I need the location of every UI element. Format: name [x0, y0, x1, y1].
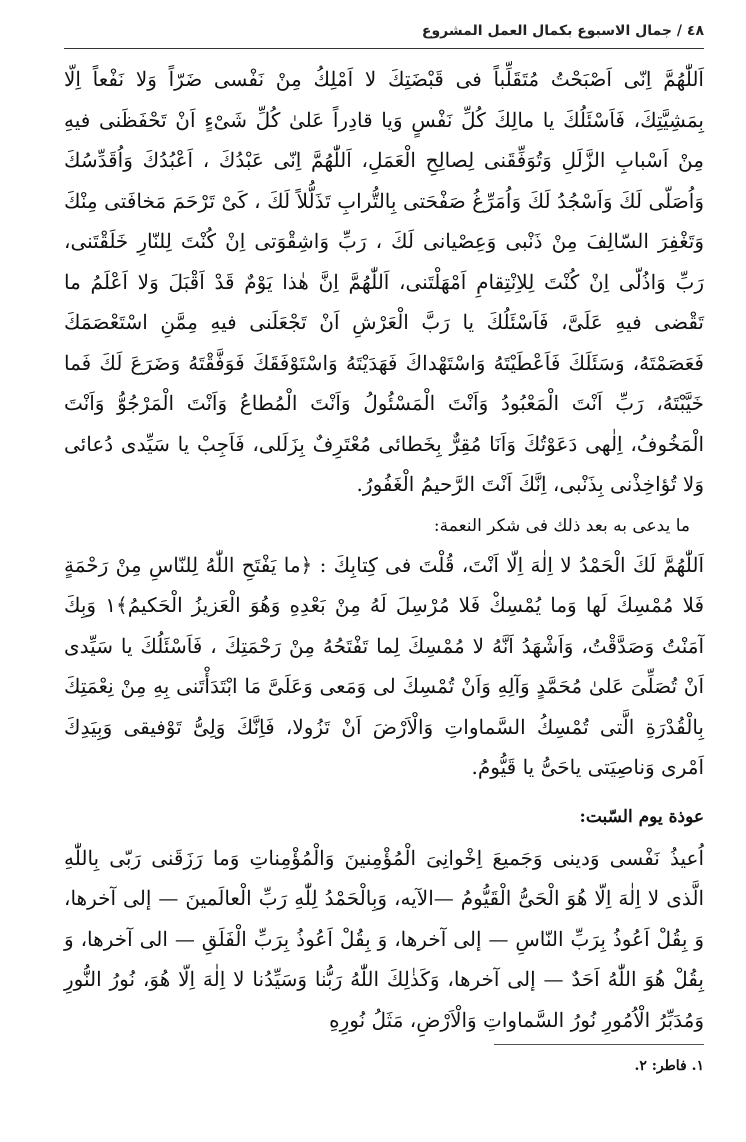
- footnote: ١. فاطر: ٢.: [634, 1058, 704, 1074]
- saturday-amulet-heading: عوذة یوم السّبت:: [579, 806, 704, 827]
- header-rule: [64, 48, 704, 49]
- footnote-rule: [494, 1044, 704, 1045]
- header-separator: /: [676, 23, 683, 39]
- book-title: جمال الاسبوع بكمال العمل المشروع: [421, 23, 673, 39]
- saturday-amulet-text: اُعیذُ نَفْسی وَدینی وَجَمیعَ اِخْوانِیَ الْمُؤْمِنینَ وَالْمُؤْمِناتِ وَما رَزَقَنی رَبّی بِاللّٰهِ الَّذی لا اِلٰهَ اِلّا هُوَ الْحَیُّ الْقَیُّومُ —الآیه، وَبِالْحَمْدُ لِلّٰهِ رَبِّ الْعالَمینَ — إلی آخرها، وَ بِقُلْ اَعُوذُ بِرَبِّ النّاسِ — إلی آخرها، وَ بِقُلْ اَعُوذُ بِرَبِّ الْفَلَقِ — الی آخرها، وَ بِقُلْ هُوَ اللّٰهُ اَحَدٌ — إلی آخرها، وَكَذٰلِكَ اللّٰهُ رَبُّنا وَسَیِّدُنا لا اِلٰهَ اِلّا هُوَ، نُورُ النُّورِ وَمُدَبِّرُ الْاُمُورِ نُورُ السَّماواتِ وَالْاَرْضِ، مَثَلُ نُورِهِ: [64, 845, 704, 1032]
- morning-supplication-text: اَللّٰهُمَّ اِنّی اَصْبَحْتُ مُتَقَلِّباً فی قَبْضَتِكَ لا اَمْلِكُ مِنْ نَفْسی ضَرّاً وَلا نَفْعاً اِلّا بِمَشِیَّتِكَ، فَاَسْئَلُكَ یا مالِكَ كُلِّ نَفْسٍ وَیا قادِراً عَلیٰ كُلِّ شَیْءٍ اَنْ تَحْفَظَنی فیهِ مِنْ اَسْبابِ الزَّلَلِ وَتُوَفِّقَنی لِصالِحِ الْعَمَلِ، اَللّٰهُمَّ اِنّی عَبْدُكَ ، اَعْبُدُكَ وَاُقَدِّسُكَ وَاُصَلّی لَكَ وَاَسْجُدُ لَكَ وَاُمَرِّغُ صَفْحَتی بِالتُّرابِ تَذَلُّلاً لَكَ ، كَیْ تَرْحَمَ مَخافَتی مِنْكَ وَتَغْفِرَ السّالِفَ مِنْ ذَنْبی وَعِصْیانی لَكَ ، رَبِّ وَاشِقْوَتی اِنْ كُنْتَ لِلنّارِ خَلَقْتَنی، رَبِّ وَاذُلّی اِنْ كُنْتَ لِلاِنْتِقامِ اَمْهَلْتَنی، اَللّٰهُمَّ اِنَّ هٰذا یَوْمٌ قَدْ اَقْبَلَ وَلا اَعْلَمُ ما تَقْضی فیهِ عَلَیَّ، فَاَسْئَلُكَ یا رَبَّ الْعَرْشِ اَنْ تَجْعَلَنی فیهِ مِمَّنِ اسْتَعْصَمَكَ فَعَصَمْتَهُ، وَسَئَلَكَ فَاَعْطَیْتَهُ وَاسْتَهْداكَ فَهَدَیْتَهُ وَاسْتَوْفَقَكَ فَوَفَّقْتَهُ وَضَرَعَ لَكَ فَما خَیَّبْتَهُ، رَبِّ اَنْتَ الْمَعْبُودُ وَاَنْتَ الْمَسْئُولُ وَاَنْتَ الْمُطاعُ وَاَنْتَ الْمَرْجُوُّ وَاَنْتَ الْمَخُوفُ، اِلٰهی دَعَوْتُكَ وَاَنَا مُقِرٌّ بِخَطائی مُعْتَرِفٌ بِزَلَلی، فَاَجِبْ یا سَیِّدی دُعائی وَلا تُؤاخِذْنی بِذَنْبی، اِنَّكَ اَنْتَ الرَّحیمُ الْغَفُورُ.: [64, 67, 705, 496]
- running-header: [64, 20, 704, 42]
- gratitude-supplication-text: اَللّٰهُمَّ لَكَ الْحَمْدُ لا اِلٰهَ اِلّا اَنْتَ، قُلْتَ فی كِتابِكَ : ﴿ما یَفْتَحِ اللّٰهُ لِلنّاسِ مِنْ رَحْمَةٍ فَلا مُمْسِكَ لَها وَما یُمْسِكْ فَلا مُرْسِلَ لَهُ مِنْ بَعْدِهِ وَهُوَ الْعَزیزُ الْحَكیمُ﴾١ وَبِكَ آمَنْتُ وَصَدَّقْتُ، وَاَشْهَدُ اَنَّهُ لا مُمْسِكَ لِما تَفْتَحُهُ مِنْ رَحْمَتِكَ ، فَاَسْئَلُكَ یا سَیِّدی اَنْ تُصَلِّیَ عَلیٰ مُحَمَّدٍ وَآلِهِ وَاَنْ تُمْسِكَ لی وَمَعی وَعَلَیَّ مَا ابْتَدَأْتَنی بِهِ مِنْ نِعْمَتِكَ بِالْقُدْرَةِ الَّتی تُمْسِكُ السَّماواتِ وَالْاَرْضَ اَنْ تَزُولا، فَاِنَّكَ وَلِیُّ تَوْفیقی وَبِیَدِكَ اَمْری وَناصِیَتی یاحَیُّ یا قَیُّومُ.: [64, 552, 705, 779]
- page-number: ٤٨: [686, 23, 704, 39]
- book-page: [64, 20, 704, 1120]
- gratitude-intro: ما یدعی به بعد ذلك فی شكر النعمة:: [433, 515, 690, 536]
